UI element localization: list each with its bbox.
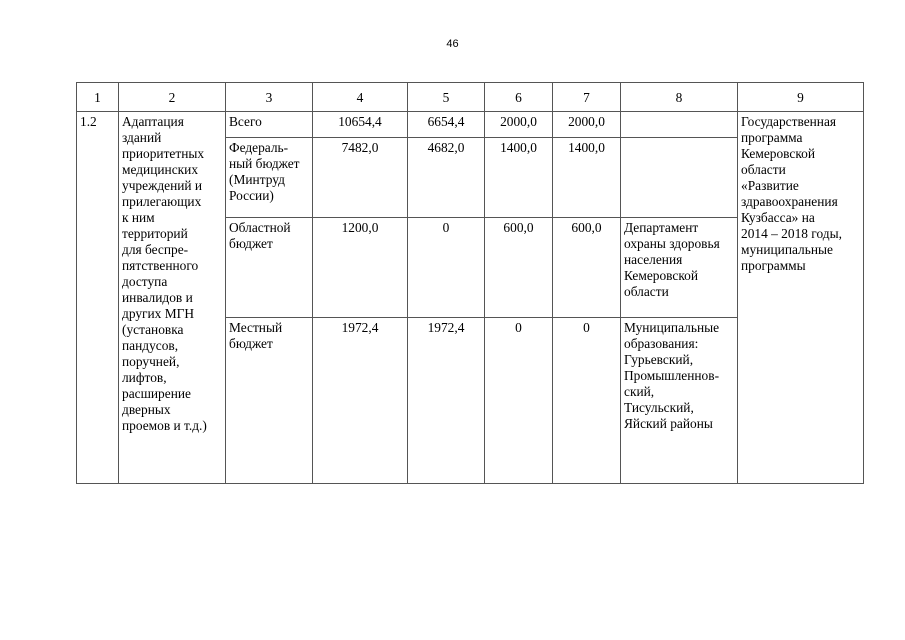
amount-cell: 6654,4 bbox=[408, 112, 485, 138]
row-id: 1.2 bbox=[77, 112, 119, 484]
table-row bbox=[77, 112, 864, 138]
amount-cell: 2000,0 bbox=[485, 112, 553, 138]
header-cell: 5 bbox=[408, 83, 485, 112]
amount-cell: 10654,4 bbox=[313, 112, 408, 138]
funding-source: Областной бюджет bbox=[226, 218, 313, 318]
measure-description: Адаптация зданий приоритетных медицинских учреждений и прилегающих к ним территорий для беспре- пятственного доступа инвалидов и других МГН (установка пандусов, поручней, лифтов, расширение дверных проемов и т.д.) bbox=[119, 112, 226, 484]
amount-cell: 1400,0 bbox=[553, 138, 621, 218]
header-cell: 3 bbox=[226, 83, 313, 112]
header-cell: 9 bbox=[738, 83, 864, 112]
executor-cell: Муниципальные образования: Гурьевский, Промышленнов- ский, Тисульский, Яйский районы bbox=[621, 318, 738, 484]
amount-cell: 0 bbox=[553, 318, 621, 484]
header-cell: 8 bbox=[621, 83, 738, 112]
amount-cell: 4682,0 bbox=[408, 138, 485, 218]
program-description: Государственная программа Кемеровской области «Развитие здравоохранения Кузбасса» на 2014 – 2018 годы, муниципальные программы bbox=[738, 112, 864, 484]
amount-cell: 1972,4 bbox=[408, 318, 485, 484]
funding-table bbox=[76, 82, 864, 484]
amount-cell: 600,0 bbox=[553, 218, 621, 318]
funding-source: Федераль- ный бюджет (Минтруд России) bbox=[226, 138, 313, 218]
page-number: 46 bbox=[446, 38, 459, 50]
header-cell: 4 bbox=[313, 83, 408, 112]
amount-cell: 2000,0 bbox=[553, 112, 621, 138]
executor-cell bbox=[621, 112, 738, 138]
amount-cell: 1400,0 bbox=[485, 138, 553, 218]
executor-cell bbox=[621, 138, 738, 218]
funding-source: Всего bbox=[226, 112, 313, 138]
executor-cell: Департамент охраны здоровья населения Кемеровской области bbox=[621, 218, 738, 318]
amount-cell: 7482,0 bbox=[313, 138, 408, 218]
header-cell: 1 bbox=[77, 83, 119, 112]
amount-cell: 0 bbox=[485, 318, 553, 484]
amount-cell: 0 bbox=[408, 218, 485, 318]
header-cell: 2 bbox=[119, 83, 226, 112]
header-cell: 7 bbox=[553, 83, 621, 112]
header-cell: 6 bbox=[485, 83, 553, 112]
funding-source: Местный бюджет bbox=[226, 318, 313, 484]
amount-cell: 1200,0 bbox=[313, 218, 408, 318]
amount-cell: 600,0 bbox=[485, 218, 553, 318]
amount-cell: 1972,4 bbox=[313, 318, 408, 484]
header-row bbox=[77, 83, 864, 112]
